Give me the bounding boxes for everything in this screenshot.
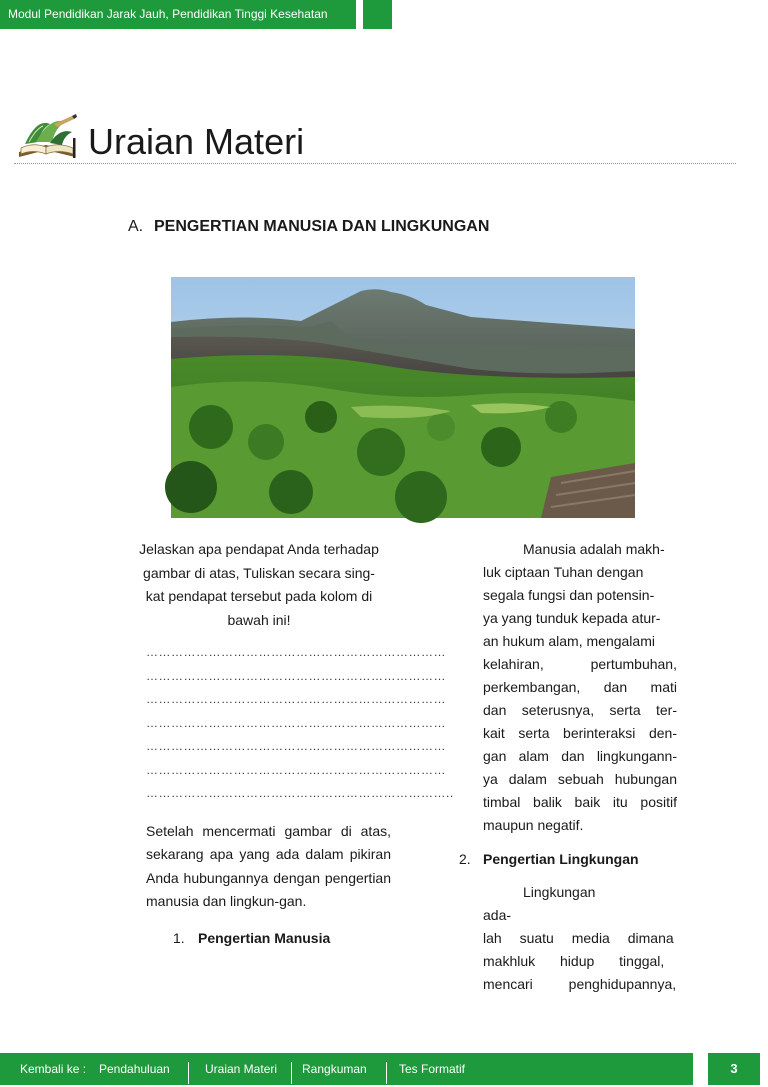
answer-lines xyxy=(127,641,454,806)
module-header-bar xyxy=(0,0,356,29)
book-icon xyxy=(16,112,78,162)
section-letter: A. xyxy=(128,218,144,235)
text-line: an hukum alam, mengalami xyxy=(483,633,655,649)
page-title: Uraian Materi xyxy=(88,121,305,162)
text-line: ya yang tunduk kepada atur- xyxy=(483,610,661,626)
right-column xyxy=(459,538,677,996)
text-line: mencari penghidupannya, xyxy=(483,976,677,992)
question-prompt xyxy=(127,538,391,632)
text-line: perkembangan, dan mati xyxy=(483,679,677,695)
module-title: Modul Pendidikan Jarak Jauh, Pendidikan Tinggi Kesehatan xyxy=(8,7,328,21)
reflection-paragraph: Setelah mencermati gambar di atas, sekarang apa yang ada dalam pikiran Anda hubungannya dengan pengertian manusia dan lingkun-gan. xyxy=(146,822,391,909)
text-line: timbal balik baik itu positif xyxy=(483,794,677,810)
prompt-line: bawah ini! xyxy=(227,611,291,628)
answer-line[interactable]: ……………………………………………………………… xyxy=(146,739,446,753)
left-column xyxy=(127,538,454,950)
footer-link-rangkuman[interactable]: Rangkuman xyxy=(302,1062,367,1076)
text-line: kelahiran, pertumbuhan, xyxy=(483,656,677,672)
page-title-block xyxy=(14,112,736,164)
subsection-heading-manusia xyxy=(173,927,391,951)
footer-nav xyxy=(0,1053,693,1085)
footer-separator xyxy=(386,1062,387,1084)
text-line: Lingkungan ada- xyxy=(483,884,596,923)
footer-link-tes-formatif[interactable]: Tes Formatif xyxy=(399,1062,466,1076)
prompt-line: Jelaskan apa pendapat Anda terhadap xyxy=(139,541,379,557)
text-line: lah suatu media dimana xyxy=(483,930,674,946)
text-line: luk ciptaan Tuhan dengan xyxy=(483,564,644,580)
footer-link-pendahuluan[interactable]: Pendahuluan xyxy=(99,1062,170,1076)
text-line: gan alam dan lingkungann- xyxy=(483,748,677,764)
footer-separator xyxy=(188,1062,189,1084)
subsection-label: Pengertian Manusia xyxy=(198,929,331,946)
header-accent-square xyxy=(363,0,392,29)
subsection-number: 1. xyxy=(173,929,185,946)
text-line: Manusia adalah makh- xyxy=(523,541,665,557)
text-line: kait serta berinteraksi den- xyxy=(483,725,677,741)
section-title: PENGERTIAN MANUSIA DAN LINGKUNGAN xyxy=(154,218,490,235)
text-line: dan seterusnya, serta ter- xyxy=(483,702,677,718)
answer-line[interactable]: ……………………………………………………………… xyxy=(146,715,446,730)
prompt-line: kat pendapat tersebut pada kolom di xyxy=(145,588,373,604)
subsection-number: 2. xyxy=(459,851,471,867)
page-number: 3 xyxy=(708,1053,760,1085)
text-line: ya dalam sebuah hubungan xyxy=(483,771,677,787)
footer-separator xyxy=(291,1062,292,1084)
answer-line[interactable]: ……………………………………………………………… xyxy=(146,692,446,706)
footer-link-uraian-materi[interactable]: Uraian Materi xyxy=(205,1062,278,1076)
answer-line[interactable]: ……………………………………………………………… xyxy=(146,668,446,683)
definition-lingkungan xyxy=(483,881,677,996)
text-line: segala fungsi dan potensin- xyxy=(483,587,655,603)
answer-line[interactable]: ……………………………………………………………… xyxy=(146,645,446,659)
subsection-label: Pengertian Lingkungan xyxy=(483,851,639,867)
subsection-heading-lingkungan xyxy=(459,848,677,871)
section-heading xyxy=(128,216,489,238)
definition-manusia xyxy=(483,538,677,837)
prompt-line: gambar di atas, Tuliskan secara sing- xyxy=(143,564,375,581)
answer-line[interactable]: ……………………………………………………………… xyxy=(146,762,446,777)
answer-line[interactable]: ……………………………………………………………….. xyxy=(146,786,454,800)
landscape-photo xyxy=(171,277,635,518)
footer-back-label: Kembali ke : xyxy=(20,1062,87,1076)
text-line: maupun negatif. xyxy=(483,817,584,833)
text-line: makhluk hidup tinggal, xyxy=(483,953,665,969)
